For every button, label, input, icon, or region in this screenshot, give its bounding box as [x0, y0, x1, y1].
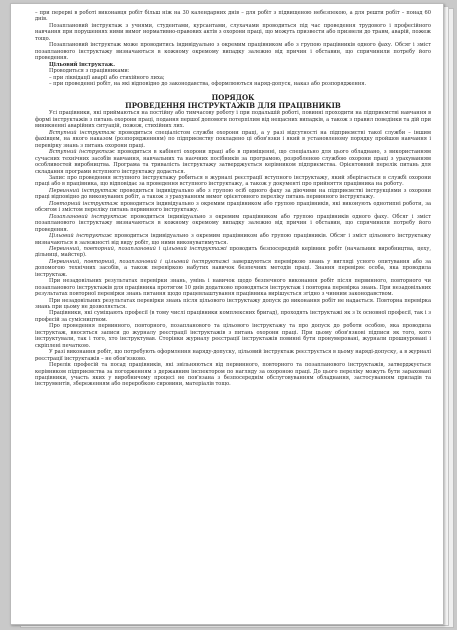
paragraph-break-period: – при перерві в роботі виконавця робіт більш ніж на 30 календарних днів – для робіт з підвищеною небезпекою, а для решти робіт – понад 60 днів. [35, 10, 431, 23]
target-line-1: Проводиться з працівниками: [49, 68, 130, 75]
paragraph-unscheduled-scope: Позаплановий інструктаж може проводитись індивідуально з окремим працівником або з групою працівників одного фаху. Обсяг і зміст позапланового інструктажу визначаються в кожному окремому випадку залежно від причин і обставин, що спричинили потребу його проведення. [35, 42, 431, 62]
body-paragraph: Цільовий інструктаж проводиться індивідуально з окремим працівником або групою працівників. Обсяг і зміст цільового інструктажу визначаються в залежності від виду робіт, що ними виконуватимуться. [35, 233, 431, 246]
body-paragraph: Первинний, повторний, позаплановий і цільовий інструктажі проводить безпосередній керівник робіт (начальник виробництва, цеху, дільниці, майстер). [35, 245, 431, 259]
document-page [10, 3, 444, 625]
target-line-3: – при проведенні робіт, на які відповідно до законодавства, оформлюються наряд-допуск, наказ або розпорядження. [49, 80, 367, 87]
body-paragraph: Перелік професій та посад працівників, які звільняються від первинного, повторного та позапланового інструктажів, затверджується керівником підприємства за погодженням з державним інспектором по нагляду за охороною праці. До цього переліку можуть бути зараховані працівники, участь яких у виробничому процесі не пов'язана з безпосереднім обслуговуванням обладнання, застосуванням приладів та інструментів, збереженням або переробкою сировини, матеріалів тощо. [35, 362, 431, 388]
body-paragraph: У разі виконання робіт, що потребують оформлення наряду-допуску, цільовий інструктаж реєструється в цьому наряді-допуску, а в журналі реєстрації інструктажів – не обов'язково. [35, 349, 431, 362]
body-paragraph: Усі працівники, які приймаються на постійну або тимчасову роботу і при подальшій роботі, повинні проходити на підприємстві навчання в формі інструктажів з питань охорони праці, подання першої допомоги потерпілим від нещасних випадків, а також з правил поведінки та дій при виникненні аварійних ситуацій, пожеж, стихійних лих. [35, 110, 431, 130]
body-paragraph: Працівники, які суміщають професії (в тому числі працівники комплексних бригад), проходять інструктажі як з їх основної професії, так і з професій за сумісництвом. [35, 310, 431, 323]
target-briefing-heading: Цільовий інструктаж. [49, 61, 115, 68]
body-paragraph: При незадовільних результатах перевірки знань, умінь і навичок щодо безпечного виконання робіт після первинного, повторного чи позапланового інструктажів для працівника протягом 10 днів додатково проводяться інструктаж і повторна перевірка знань. При незадовільних результатах повторної перевірки знань питання щодо працевлаштування працівника вирішується згідно з чинним законодавством. [35, 278, 431, 298]
body-paragraph: Первинний, повторний, позаплановий і цільовий інструктажі завершуються перевіркою знань у вигляді усного опитування або за допомогою технічних засобів, а також перевіркою набутих навичок безпечних методів праці. Знання перевіряє особа, яка проводила інструктаж. [35, 258, 431, 278]
body-paragraph: Запис про проведення вступного інструктажу робиться в журналі реєстрації вступного інструктажу, який зберігається в службі охорони праці або в працівника, що відповідає за проведення вступного інструктажу, а також у документі про прийняття працівника на роботу. [35, 174, 431, 188]
body-paragraph: Повторний інструктаж проводиться індивідуально з окремим працівником або групою працівників, які виконують однотипні роботи, за обсягом і змістом переліку питань первинного інструктажу. [35, 200, 432, 214]
body-paragraph: Про проведення первинного, повторного, позапланового та цільового інструктажу та про допуск до роботи особою, яка проводила інструктаж, вносяться записи до журналу реєстрації інструктажів з питань охорони праці. При цьому обов'язкові підписи як того, кого інструктували, так і того, хто інструктував. Сторінки журналу реєстрації інструктажів повинні бути пронумеровані, журнали прошнуровані і скріплені печаткою. [35, 323, 431, 349]
target-line-2: – при ліквідації аварії або стихійного лиха; [49, 74, 165, 81]
body-paragraph: Позаплановий інструктаж проводиться індивідуально з окремим працівником або групою працівників одного фаху. Обсяг і зміст позапланового інструктажу визначаються в кожному окремому випадку залежно від причин і обставин, що спричинили потребу його проведення. [35, 213, 431, 233]
body-paragraph: Вступний інструктаж проводиться спеціалістом служби охорони праці, а у разі відсутності на підприємстві такої служби – іншим фахівцем, на якого наказом (розпорядженням) по підприємству покладено ці обов'язки і який в установленому порядку пройшов навчання і перевірку знань з питань охорони праці. [35, 129, 431, 149]
body-paragraph: Первинний інструктаж проводиться індивідуально або з групою осіб одного фаху за діючими на підприємстві інструкціями з охорони праці відповідно до виконуваних робіт, а також з урахуванням вимог орієнтовного переліку питань первинного інструктажу. [35, 187, 431, 201]
paragraph-unscheduled-students: Позаплановий інструктаж з учнями, студентами, курсантами, слухачами проводиться під час проведення трудового і професійного навчання при порушеннях ними вимог нормативно-правових актів з охорони праці, що можуть призвести або призвели до травм, аварій, пожеж тощо. [35, 22, 431, 42]
section-subtitle: ПРОВЕДЕННЯ ІНСТРУКТАЖІВ ДЛЯ ПРАЦІВНИКІВ [125, 101, 341, 111]
body-paragraph: При незадовільних результатах перевірки знань після цільового інструктажу допуск до виконання робіт не надається. Повторна перевірка знань при цьому не дозволяється. [35, 297, 431, 311]
section-title: ПОРЯДОК [211, 93, 255, 103]
body-paragraph: Вступний інструктаж проводиться в кабінеті охорони праці або в приміщенні, що спеціально для цього обладнано, з використанням сучасних технічних засобів навчання, навчальних та наочних посібників за програмою, розробленою службою охорони праці з урахуванням особливостей виробництва. Програма та тривалість інструктажу затверджується керівником підприємства. Орієнтовний перелік питань для складання програми вступного інструктажу додається. [35, 149, 431, 175]
page-content [35, 10, 431, 388]
